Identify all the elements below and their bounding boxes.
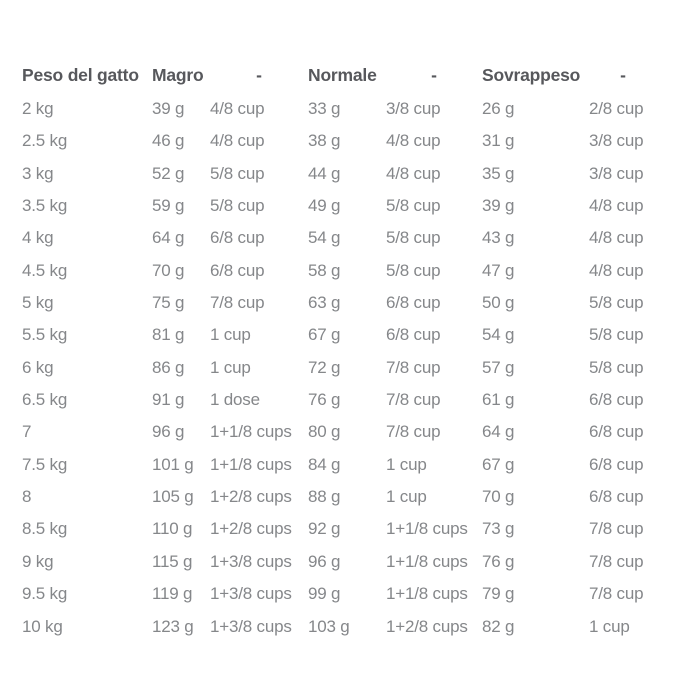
cell-cups: 6/8 cup bbox=[386, 293, 441, 313]
cell-cups: 1+1/8 cups bbox=[386, 551, 468, 571]
cell-grams: 101 g bbox=[152, 454, 194, 474]
cell-cups: 7/8 cup bbox=[386, 390, 441, 410]
cell-cups: 3/8 cup bbox=[386, 99, 441, 119]
cell-grams: 44 g bbox=[308, 163, 341, 183]
cell-cups: 6/8 cup bbox=[589, 422, 644, 442]
table-row bbox=[22, 319, 678, 351]
cell-weight: 3.5 kg bbox=[22, 196, 68, 216]
cell-weight: 2 kg bbox=[22, 99, 54, 119]
column-header: Sovrappeso bbox=[482, 65, 581, 86]
cell-cups: 5/8 cup bbox=[589, 325, 644, 345]
cell-cups: 6/8 cup bbox=[386, 325, 441, 345]
cell-grams: 52 g bbox=[152, 163, 185, 183]
cell-weight: 7 bbox=[22, 422, 32, 442]
table-row bbox=[22, 545, 678, 577]
cell-grams: 47 g bbox=[482, 260, 515, 280]
cell-grams: 39 g bbox=[482, 196, 515, 216]
cell-cups: 1+2/8 cups bbox=[386, 616, 468, 636]
cell-grams: 58 g bbox=[308, 260, 341, 280]
cell-weight: 10 kg bbox=[22, 616, 63, 636]
cell-grams: 123 g bbox=[152, 616, 194, 636]
cell-grams: 79 g bbox=[482, 584, 515, 604]
cell-grams: 70 g bbox=[152, 260, 185, 280]
cell-grams: 73 g bbox=[482, 519, 515, 539]
cell-cups: 2/8 cup bbox=[589, 99, 644, 119]
cell-grams: 115 g bbox=[152, 551, 193, 571]
cell-cups: 4/8 cup bbox=[386, 163, 441, 183]
cell-cups: 1+1/8 cups bbox=[210, 454, 292, 474]
cell-grams: 63 g bbox=[308, 293, 341, 313]
cell-cups: 4/8 cup bbox=[210, 99, 265, 119]
table-row bbox=[22, 351, 678, 383]
cell-grams: 70 g bbox=[482, 487, 515, 507]
cell-weight: 5.5 kg bbox=[22, 325, 68, 345]
table-row bbox=[22, 92, 678, 124]
cell-grams: 35 g bbox=[482, 163, 515, 183]
column-header: Normale bbox=[308, 65, 377, 86]
cell-cups: 4/8 cup bbox=[589, 196, 644, 216]
cell-grams: 39 g bbox=[152, 99, 185, 119]
cell-cups: 5/8 cup bbox=[589, 293, 644, 313]
cell-grams: 82 g bbox=[482, 616, 515, 636]
cell-cups: 1+3/8 cups bbox=[210, 584, 292, 604]
cell-grams: 54 g bbox=[482, 325, 515, 345]
cell-grams: 50 g bbox=[482, 293, 515, 313]
cell-grams: 103 g bbox=[308, 616, 350, 636]
cell-cups: 4/8 cup bbox=[210, 131, 265, 151]
table-row bbox=[22, 286, 678, 318]
cell-weight: 4 kg bbox=[22, 228, 54, 248]
cell-grams: 91 g bbox=[152, 390, 185, 410]
cell-cups: 4/8 cup bbox=[589, 228, 644, 248]
cell-grams: 57 g bbox=[482, 357, 515, 377]
cell-grams: 96 g bbox=[308, 551, 341, 571]
cell-cups: 5/8 cup bbox=[386, 228, 441, 248]
cell-grams: 67 g bbox=[482, 454, 515, 474]
cell-cups: 1+3/8 cups bbox=[210, 616, 292, 636]
cell-cups: 6/8 cup bbox=[589, 390, 644, 410]
cell-weight: 8.5 kg bbox=[22, 519, 68, 539]
cell-cups: 6/8 cup bbox=[210, 228, 265, 248]
table-row bbox=[22, 513, 678, 545]
cell-grams: 49 g bbox=[308, 196, 341, 216]
cell-grams: 75 g bbox=[152, 293, 185, 313]
cell-grams: 86 g bbox=[152, 357, 185, 377]
cell-weight: 5 kg bbox=[22, 293, 54, 313]
cell-cups: 1 dose bbox=[210, 390, 260, 410]
cell-cups: 1+1/8 cups bbox=[210, 422, 292, 442]
table-row bbox=[22, 480, 678, 512]
cell-grams: 72 g bbox=[308, 357, 341, 377]
cell-grams: 59 g bbox=[152, 196, 185, 216]
cell-grams: 64 g bbox=[482, 422, 515, 442]
column-header-peso-del-gatto: Peso del gatto bbox=[22, 65, 139, 86]
cell-cups: 5/8 cup bbox=[210, 196, 265, 216]
column-header: - bbox=[431, 65, 437, 86]
table-row bbox=[22, 416, 678, 448]
feeding-guide-table bbox=[22, 60, 678, 642]
cell-cups: 5/8 cup bbox=[386, 260, 441, 280]
cell-cups: 1 cup bbox=[589, 616, 630, 636]
cell-grams: 38 g bbox=[308, 131, 341, 151]
column-header: - bbox=[256, 65, 262, 86]
table-row bbox=[22, 578, 678, 610]
cell-weight: 7.5 kg bbox=[22, 454, 68, 474]
cell-cups: 7/8 cup bbox=[386, 357, 441, 377]
cell-weight: 9.5 kg bbox=[22, 584, 68, 604]
cell-grams: 84 g bbox=[308, 454, 341, 474]
cell-grams: 67 g bbox=[308, 325, 341, 345]
cell-cups: 5/8 cup bbox=[386, 196, 441, 216]
cell-grams: 26 g bbox=[482, 99, 515, 119]
cell-cups: 6/8 cup bbox=[589, 487, 644, 507]
cell-cups: 1+2/8 cups bbox=[210, 487, 292, 507]
cell-cups: 7/8 cup bbox=[589, 551, 644, 571]
table-row bbox=[22, 222, 678, 254]
cell-cups: 6/8 cup bbox=[210, 260, 265, 280]
cell-cups: 3/8 cup bbox=[589, 131, 644, 151]
cell-cups: 7/8 cup bbox=[386, 422, 441, 442]
cell-grams: 105 g bbox=[152, 487, 194, 507]
cell-cups: 4/8 cup bbox=[589, 260, 644, 280]
cell-grams: 88 g bbox=[308, 487, 341, 507]
cell-weight: 4.5 kg bbox=[22, 260, 68, 280]
cell-grams: 33 g bbox=[308, 99, 341, 119]
cell-grams: 99 g bbox=[308, 584, 341, 604]
table-row bbox=[22, 610, 678, 642]
cell-cups: 4/8 cup bbox=[386, 131, 441, 151]
column-header: Magro bbox=[152, 65, 204, 86]
cell-weight: 2.5 kg bbox=[22, 131, 68, 151]
cell-cups: 7/8 cup bbox=[589, 519, 644, 539]
cell-grams: 64 g bbox=[152, 228, 185, 248]
cell-weight: 6.5 kg bbox=[22, 390, 68, 410]
cell-cups: 1+1/8 cups bbox=[386, 584, 468, 604]
cell-grams: 110 g bbox=[152, 519, 193, 539]
cell-cups: 1 cup bbox=[210, 325, 251, 345]
cell-grams: 80 g bbox=[308, 422, 341, 442]
cell-grams: 76 g bbox=[482, 551, 515, 571]
cell-grams: 43 g bbox=[482, 228, 515, 248]
table-row bbox=[22, 189, 678, 221]
cell-cups: 1+2/8 cups bbox=[210, 519, 292, 539]
cell-cups: 1 cup bbox=[386, 487, 427, 507]
column-header: - bbox=[620, 65, 626, 86]
table-header-row bbox=[22, 60, 678, 92]
cell-grams: 96 g bbox=[152, 422, 185, 442]
cell-grams: 46 g bbox=[152, 131, 185, 151]
cell-weight: 6 kg bbox=[22, 357, 54, 377]
table-row bbox=[22, 254, 678, 286]
table-body bbox=[22, 92, 678, 642]
cell-cups: 5/8 cup bbox=[589, 357, 644, 377]
cell-weight: 9 kg bbox=[22, 551, 54, 571]
cell-grams: 119 g bbox=[152, 584, 193, 604]
table-row bbox=[22, 157, 678, 189]
cell-grams: 81 g bbox=[152, 325, 185, 345]
cell-weight: 8 bbox=[22, 487, 32, 507]
cell-cups: 6/8 cup bbox=[589, 454, 644, 474]
cell-cups: 5/8 cup bbox=[210, 163, 265, 183]
cell-cups: 7/8 cup bbox=[589, 584, 644, 604]
cell-cups: 7/8 cup bbox=[210, 293, 265, 313]
table-row bbox=[22, 383, 678, 415]
cell-cups: 3/8 cup bbox=[589, 163, 644, 183]
cell-cups: 1 cup bbox=[210, 357, 251, 377]
cell-cups: 1+1/8 cups bbox=[386, 519, 468, 539]
cell-weight: 3 kg bbox=[22, 163, 54, 183]
cell-grams: 61 g bbox=[482, 390, 515, 410]
cell-grams: 76 g bbox=[308, 390, 341, 410]
table-row bbox=[22, 448, 678, 480]
table-row bbox=[22, 125, 678, 157]
cell-grams: 92 g bbox=[308, 519, 341, 539]
cell-cups: 1+3/8 cups bbox=[210, 551, 292, 571]
cell-grams: 31 g bbox=[482, 131, 515, 151]
cell-cups: 1 cup bbox=[386, 454, 427, 474]
cell-grams: 54 g bbox=[308, 228, 341, 248]
